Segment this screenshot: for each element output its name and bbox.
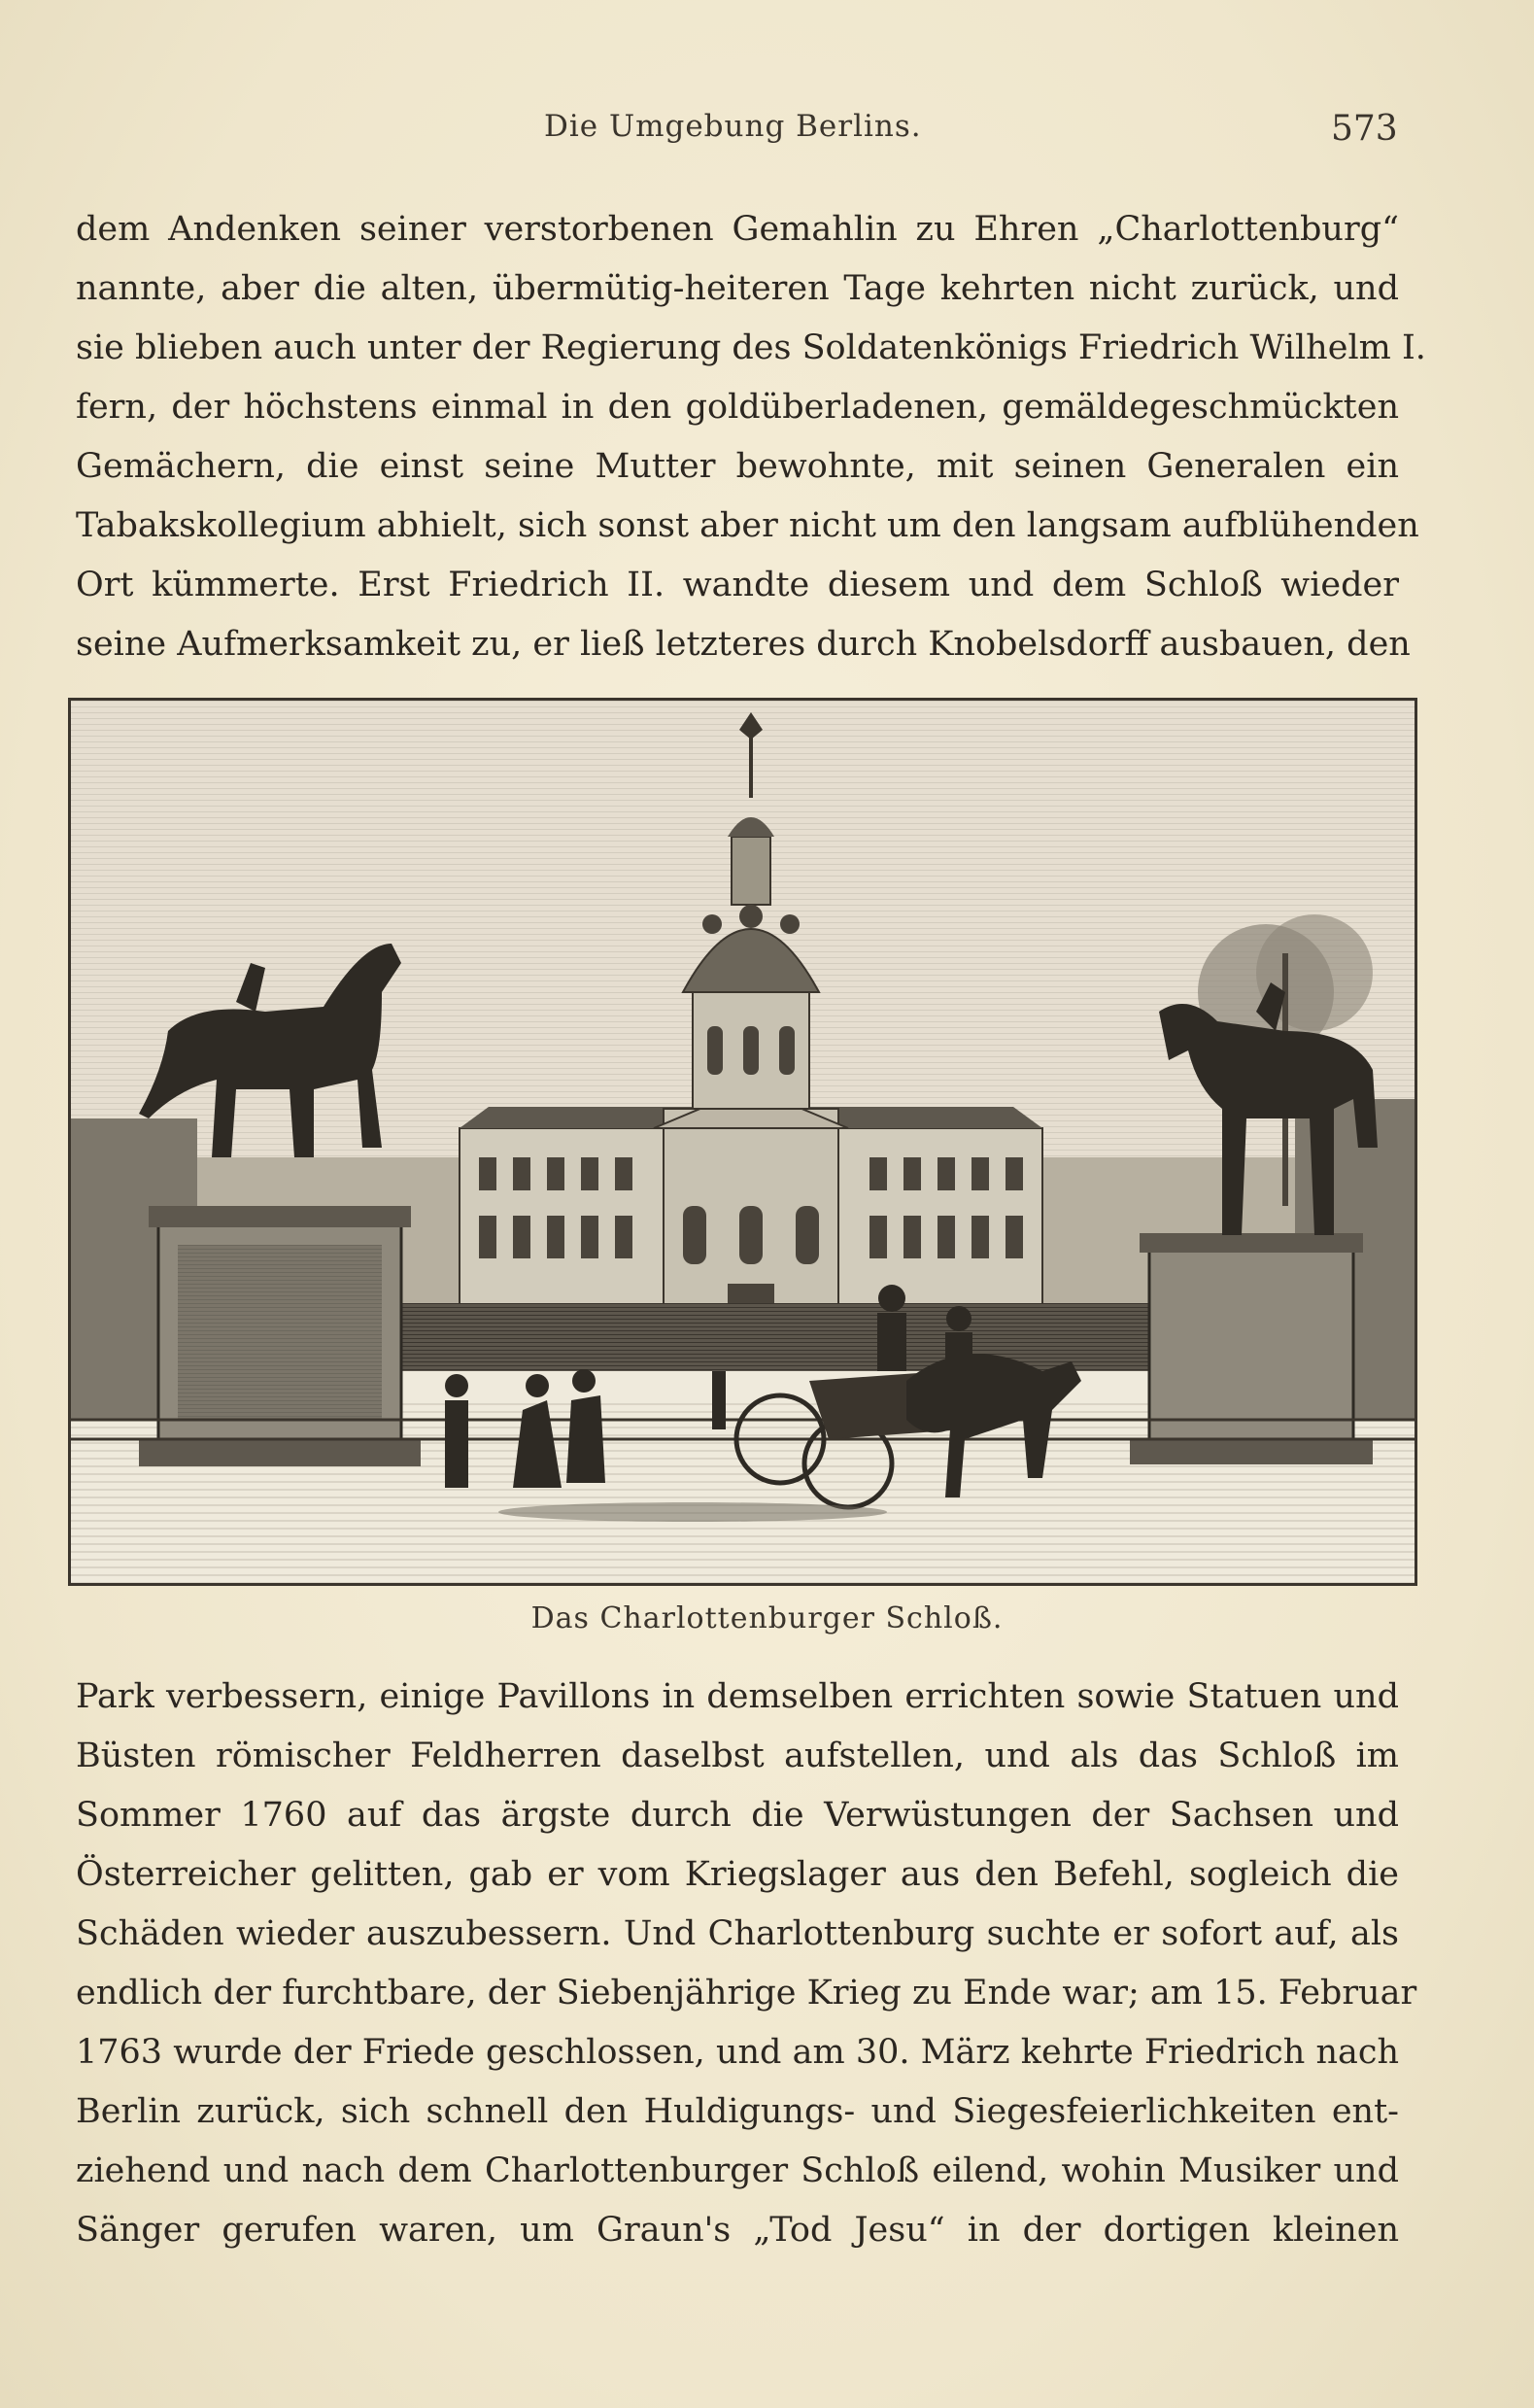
text-line: dem Andenken seiner verstorbenen Gemahlin zu Ehren „Charlottenburg“ xyxy=(76,210,1399,249)
text-line: endlich der furchtbare, der Siebenjährige Krieg zu Ende war; am 15. Februar xyxy=(76,1974,1417,2012)
text-line: Tabakskollegium abhielt, sich sonst aber nicht um den langsam aufblühenden xyxy=(76,506,1419,545)
page-number: 573 xyxy=(1331,109,1398,149)
text-line: Schäden wieder auszubessern. Und Charlottenburg suchte er sofort auf, als xyxy=(76,1914,1399,1953)
figure-caption: Das Charlottenburger Schloß. xyxy=(530,1601,1004,1635)
text-line: Ort kümmerte. Erst Friedrich II. wandte diesem und dem Schloß wieder xyxy=(76,566,1399,604)
text-line: Park verbessern, einige Pavillons in demselben errichten sowie Statuen und xyxy=(76,1677,1399,1716)
body-text-top xyxy=(76,200,1426,674)
text-line: Sänger gerufen waren, um Graun's „Tod Jesu“ in der dortigen kleinen xyxy=(76,2211,1399,2250)
body-text-bottom xyxy=(76,1668,1417,2260)
text-line: fern, der höchstens einmal in den goldüberladenen, gemäldegeschmückten xyxy=(76,388,1399,427)
text-line: 1763 wurde der Friede geschlossen, und am 30. März kehrte Friedrich nach xyxy=(76,2033,1399,2072)
engraving-illustration xyxy=(71,701,1415,1583)
text-line: sie blieben auch unter der Regierung des Soldatenkönigs Friedrich Wilhelm I. xyxy=(76,328,1426,367)
running-head xyxy=(0,109,1534,157)
text-line: Gemächern, die einst seine Mutter bewohnte, mit seinen Generalen ein xyxy=(76,447,1399,486)
text-line: ziehend und nach dem Charlottenburger Schloß eilend, wohin Musiker und xyxy=(76,2151,1399,2190)
text-line: seine Aufmerksamkeit zu, er ließ letzteres durch Knobelsdorff ausbauen, den xyxy=(76,625,1411,664)
text-line: Büsten römischer Feldherren daselbst aufstellen, und als das Schloß im xyxy=(76,1737,1399,1775)
text-line: Sommer 1760 auf das ärgste durch die Verwüstungen der Sachsen und xyxy=(76,1796,1399,1835)
text-line: Österreicher gelitten, gab er vom Kriegslager aus den Befehl, sogleich die xyxy=(76,1855,1399,1894)
running-title: Die Umgebung Berlins. xyxy=(544,109,922,144)
text-line: nannte, aber die alten, übermütig-heiteren Tage kehrten nicht zurück, und xyxy=(76,269,1399,308)
engraving-charlottenburg-palace xyxy=(68,698,1417,1586)
text-line: Berlin zurück, sich schnell den Huldigungs- und Siegesfeierlichkeiten ent- xyxy=(76,2092,1399,2131)
